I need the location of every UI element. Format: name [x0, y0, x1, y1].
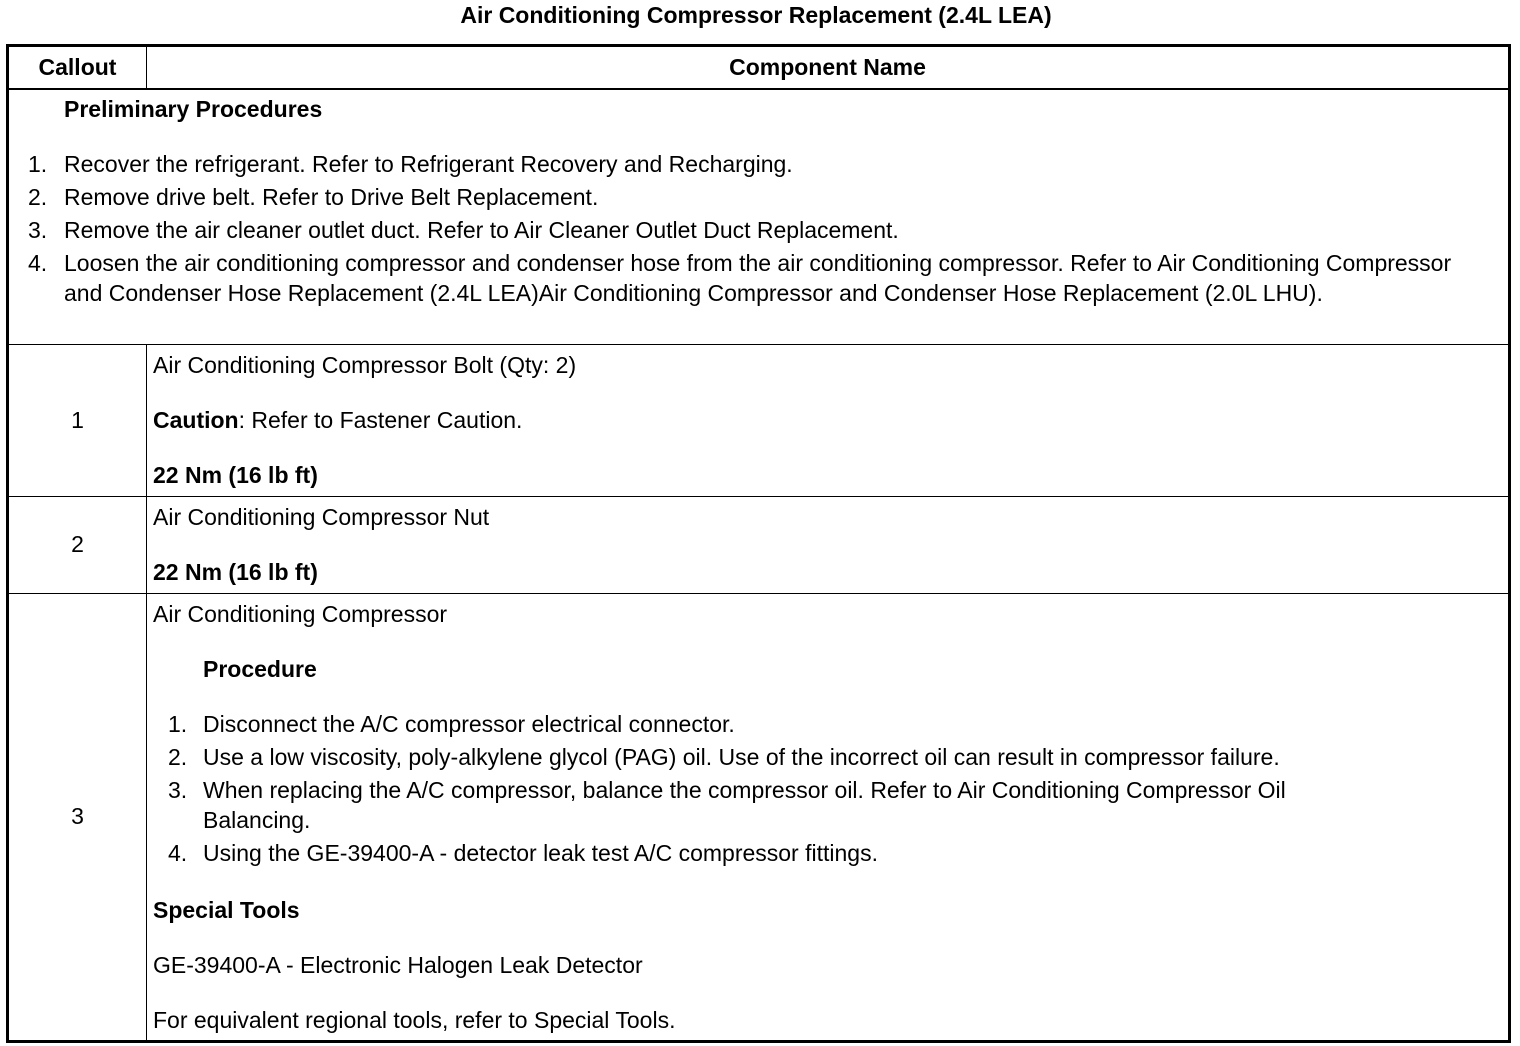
special-tools-heading: Special Tools — [153, 896, 300, 923]
preliminary-heading: Preliminary Procedures — [64, 96, 323, 122]
component-cell — [147, 593, 1510, 1041]
table-row — [8, 593, 1510, 1041]
table-header-row — [8, 46, 1510, 90]
component-name: Air Conditioning Compressor Bolt (Qty: 2) — [153, 351, 577, 378]
procedure-step: 1. Disconnect the A/C compressor electrical connector. — [168, 710, 735, 737]
preliminary-step: 2. Remove drive belt. Refer to Drive Belt Replacement. — [28, 184, 599, 210]
preliminary-step: 3. Remove the air cleaner outlet duct. Refer to Air Cleaner Outlet Duct Replacement. — [28, 217, 899, 243]
preliminary-step: 1. Recover the refrigerant. Refer to Refrigerant Recovery and Recharging. — [28, 151, 793, 177]
component-cell — [147, 496, 1510, 593]
procedure-step: 2. Use a low viscosity, poly-alkylene glycol (PAG) oil. Use of the incorrect oil can result in compressor failure. — [168, 743, 1280, 770]
procedure-step: 3. When replacing the A/C compressor, balance the compressor oil. Refer to Air Conditioning Compressor Oil Balancing. — [168, 776, 1286, 833]
preliminary-cell — [8, 89, 1510, 344]
procedure-steps — [153, 709, 1498, 868]
page-title: Air Conditioning Compressor Replacement (2.4L LEA) — [460, 2, 1052, 28]
procedure-step: 4. Using the GE-39400-A - detector leak test A/C compressor fittings. — [168, 839, 878, 866]
special-tool-item: GE-39400-A - Electronic Halogen Leak Detector — [153, 951, 643, 978]
component-name: Air Conditioning Compressor Nut — [153, 503, 490, 530]
header-component-name: Component Name — [147, 46, 1510, 90]
callout-number: 2 — [8, 496, 147, 593]
caution-label: Caution — [153, 406, 239, 433]
callout-number: 3 — [8, 593, 147, 1041]
preliminary-steps — [9, 149, 1508, 308]
torque-spec: 22 Nm (16 lb ft) — [153, 461, 318, 488]
table-row — [8, 344, 1510, 496]
preliminary-row — [8, 89, 1510, 344]
torque-spec: 22 Nm (16 lb ft) — [153, 558, 318, 585]
preliminary-step: 4. Loosen the air conditioning compressor and condenser hose from the air conditioning compressor. Refer to Air Conditioning Compressor and Condenser Hose Replacement (2.4L LEA)Air Conditioning Compressor and Condenser Hose Replacement (2.0L LHU). — [28, 250, 1452, 306]
callout-number: 1 — [8, 344, 147, 496]
procedure-heading: Procedure — [203, 655, 317, 682]
procedure-table — [6, 44, 1511, 1043]
header-callout: Callout — [8, 46, 147, 90]
caution-note: Caution: Refer to Fastener Caution. — [153, 406, 523, 433]
component-name: Air Conditioning Compressor — [153, 600, 448, 627]
table-row — [8, 496, 1510, 593]
component-cell — [147, 344, 1510, 496]
regional-tools-note: For equivalent regional tools, refer to Special Tools. — [153, 1006, 676, 1033]
